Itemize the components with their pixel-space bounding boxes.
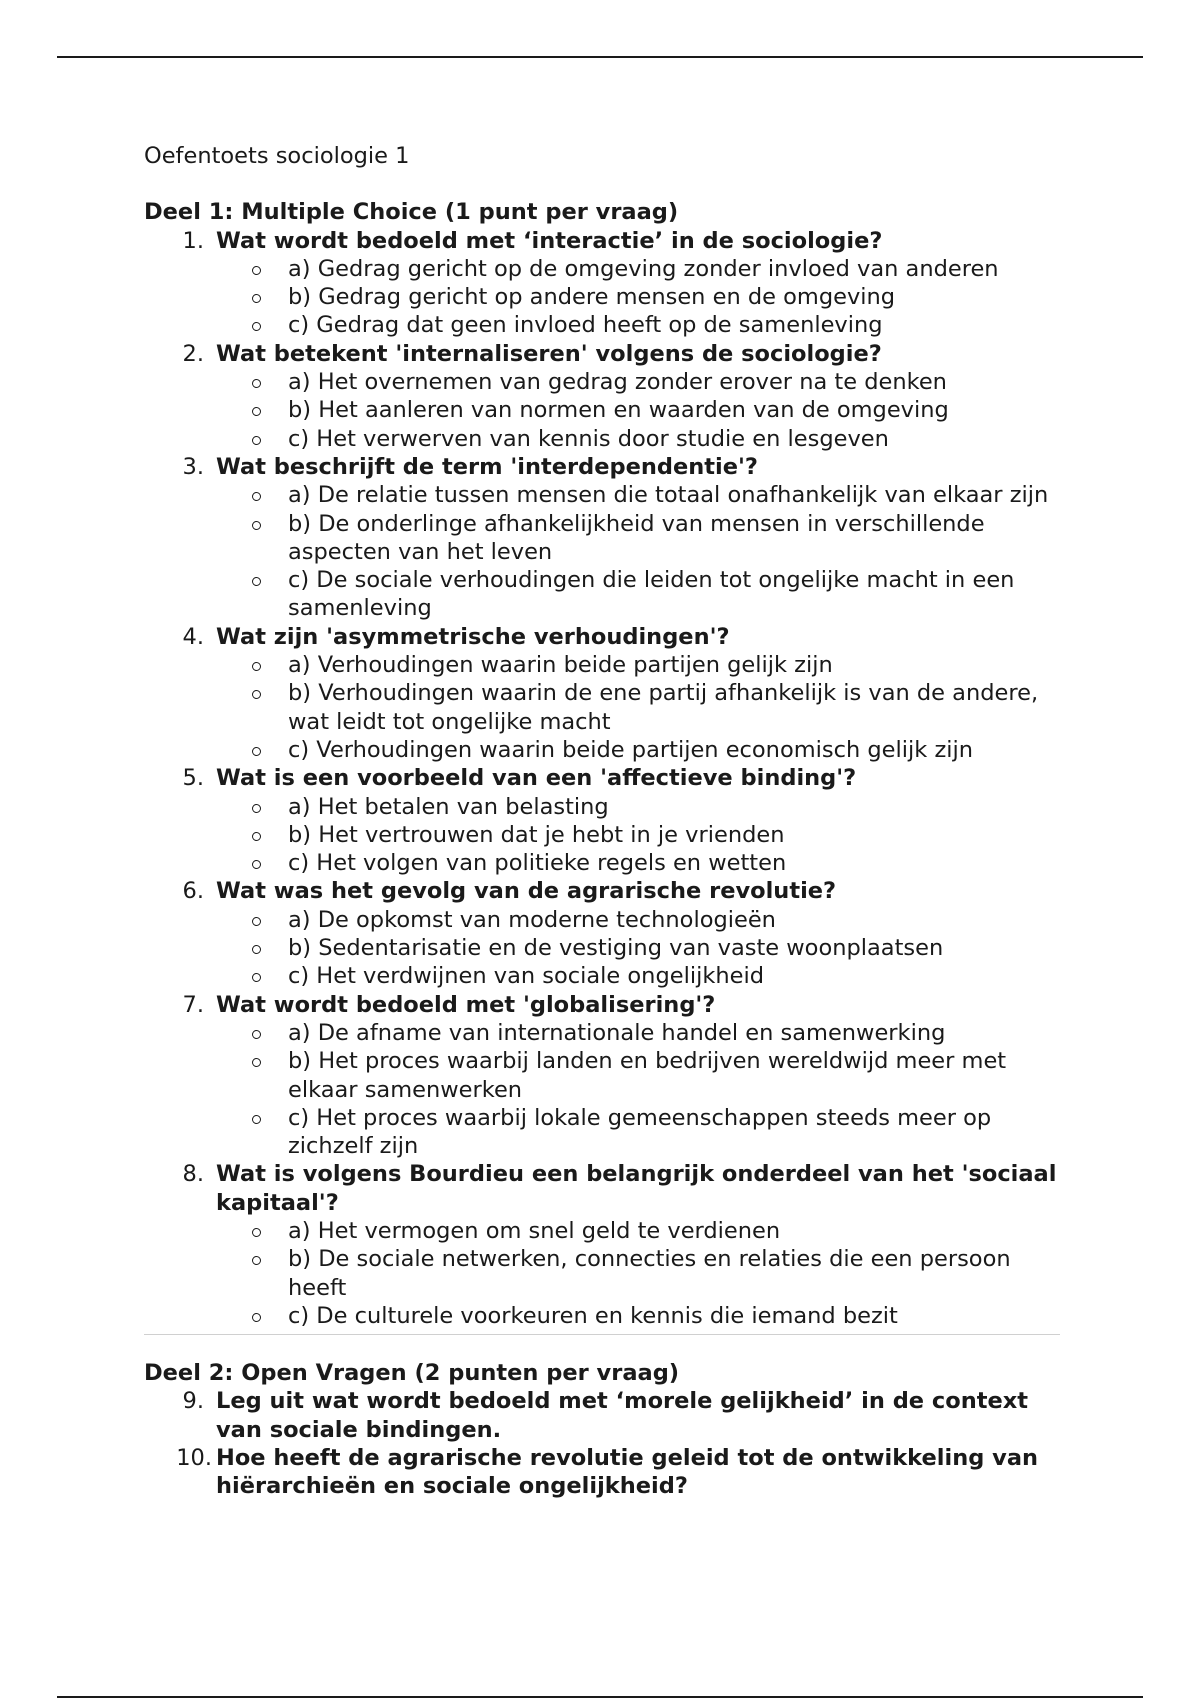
mc-question: [144, 1160, 1064, 1217]
answer-option-text: a) De opkomst van moderne technologieën: [288, 906, 776, 933]
circle-bullet-icon: [252, 1104, 288, 1161]
open-question: [144, 1444, 1064, 1501]
answer-option-text: c) Het verwerven van kennis door studie en lesgeven: [288, 425, 889, 452]
circle-bullet-icon: [252, 510, 288, 567]
answer-option: [144, 679, 1064, 736]
answer-option: [144, 1302, 1064, 1330]
answer-options: [144, 1019, 1064, 1160]
answer-option: [144, 425, 1064, 453]
section-divider: [144, 1334, 1060, 1335]
circle-bullet-icon: [252, 283, 288, 311]
mc-question: [144, 877, 1064, 905]
answer-option: [144, 1019, 1064, 1047]
answer-option-text: c) De culturele voorkeuren en kennis die iemand bezit: [288, 1302, 898, 1329]
circle-bullet-icon: [252, 679, 288, 736]
answer-option: [144, 255, 1064, 283]
answer-option: [144, 962, 1064, 990]
question-text: Hoe heeft de agrarische revolutie geleid tot de ontwikkeling van hiërarchieën en sociale ongelijkheid?: [216, 1445, 1039, 1500]
answer-option: [144, 849, 1064, 877]
answer-option-text: c) Gedrag dat geen invloed heeft op de samenleving: [288, 312, 883, 339]
circle-bullet-icon: [252, 651, 288, 679]
part1-heading: Deel 1: Multiple Choice (1 punt per vraag): [144, 199, 679, 226]
answer-option-text: a) Het vermogen om snel geld te verdienen: [288, 1217, 781, 1244]
answer-option: [144, 934, 1064, 962]
mc-question: [144, 453, 1064, 481]
answer-options: [144, 906, 1064, 991]
question-number: 9.: [182, 1388, 204, 1415]
question-text: Wat wordt bedoeld met ‘interactie’ in de sociologie?: [216, 227, 883, 254]
answer-option-text: b) Het aanleren van normen en waarden van de omgeving: [288, 397, 949, 424]
answer-option: [144, 368, 1064, 396]
answer-option-text: b) Het proces waarbij landen en bedrijven wereldwijd meer met elkaar samenwerken: [288, 1048, 1007, 1103]
answer-option: [144, 566, 1064, 623]
circle-bullet-icon: [252, 1302, 288, 1330]
circle-bullet-icon: [252, 311, 288, 339]
mc-question: [144, 227, 1064, 255]
answer-option-text: a) De afname van internationale handel en samenwerking: [288, 1019, 946, 1046]
question-number: 5.: [182, 765, 204, 792]
answer-options: [144, 651, 1064, 764]
question-text: Wat is een voorbeeld van een 'affectieve binding'?: [216, 765, 857, 792]
answer-option-text: b) Het vertrouwen dat je hebt in je vrienden: [288, 821, 785, 848]
circle-bullet-icon: [252, 368, 288, 396]
question-number: 6.: [182, 878, 204, 905]
circle-bullet-icon: [252, 821, 288, 849]
open-question: [144, 1387, 1064, 1444]
answer-option: [144, 1047, 1064, 1104]
question-number: 10.: [176, 1445, 212, 1472]
circle-bullet-icon: [252, 566, 288, 623]
answer-options: [144, 793, 1064, 878]
circle-bullet-icon: [252, 255, 288, 283]
answer-option-text: c) De sociale verhoudingen die leiden tot ongelijke macht in een samenleving: [288, 567, 1015, 622]
document-body: [144, 142, 1064, 1501]
answer-option-text: c) Verhoudingen waarin beide partijen economisch gelijk zijn: [288, 736, 974, 763]
answer-option: [144, 736, 1064, 764]
question-number: 2.: [182, 340, 204, 367]
circle-bullet-icon: [252, 481, 288, 509]
answer-option: [144, 510, 1064, 567]
answer-option-text: b) Sedentarisatie en de vestiging van vaste woonplaatsen: [288, 935, 944, 962]
circle-bullet-icon: [252, 962, 288, 990]
question-number: 4.: [182, 623, 204, 650]
header-rule: [57, 56, 1143, 58]
answer-option-text: a) Gedrag gericht op de omgeving zonder invloed van anderen: [288, 255, 999, 282]
question-text: Leg uit wat wordt bedoeld met ‘morele gelijkheid’ in de context van sociale bindingen.: [216, 1388, 1028, 1443]
answer-option: [144, 311, 1064, 339]
circle-bullet-icon: [252, 934, 288, 962]
circle-bullet-icon: [252, 906, 288, 934]
answer-option-text: b) De onderlinge afhankelijkheid van mensen in verschillende aspecten van het leven: [288, 510, 985, 565]
answer-option-text: a) Het overnemen van gedrag zonder erover na te denken: [288, 369, 947, 396]
answer-option-text: c) Het volgen van politieke regels en wetten: [288, 850, 787, 877]
answer-option: [144, 1245, 1064, 1302]
answer-option-text: c) Het proces waarbij lokale gemeenschappen steeds meer op zichzelf zijn: [288, 1104, 992, 1160]
mc-question: [144, 991, 1064, 1019]
answer-options: [144, 1217, 1064, 1330]
circle-bullet-icon: [252, 396, 288, 424]
circle-bullet-icon: [252, 736, 288, 764]
answer-options: [144, 368, 1064, 453]
answer-option: [144, 906, 1064, 934]
question-text: Wat wordt bedoeld met 'globalisering'?: [216, 991, 716, 1018]
answer-options: [144, 255, 1064, 340]
answer-option: [144, 396, 1064, 424]
answer-option: [144, 821, 1064, 849]
mc-question: [144, 764, 1064, 792]
mc-question: [144, 340, 1064, 368]
answer-option: [144, 481, 1064, 509]
answer-option-text: b) De sociale netwerken, connecties en relaties die een persoon heeft: [288, 1246, 1011, 1301]
circle-bullet-icon: [252, 1047, 288, 1104]
circle-bullet-icon: [252, 1217, 288, 1245]
multiple-choice-list: [144, 227, 1064, 1331]
circle-bullet-icon: [252, 793, 288, 821]
answer-option: [144, 793, 1064, 821]
document-title: Oefentoets sociologie 1: [144, 143, 410, 169]
answer-option-text: b) Verhoudingen waarin de ene partij afhankelijk is van de andere, wat leidt tot ongelijke macht: [288, 680, 1039, 735]
mc-question: [144, 623, 1064, 651]
footer-rule: [57, 1696, 1143, 1698]
question-text: Wat beschrijft de term 'interdependentie'?: [216, 453, 758, 480]
answer-option-text: b) Gedrag gericht op andere mensen en de omgeving: [288, 284, 896, 311]
answer-option-text: a) De relatie tussen mensen die totaal onafhankelijk van elkaar zijn: [288, 482, 1049, 509]
question-number: 1.: [182, 227, 204, 254]
answer-option-text: a) Het betalen van belasting: [288, 793, 609, 820]
answer-option: [144, 651, 1064, 679]
circle-bullet-icon: [252, 1245, 288, 1302]
circle-bullet-icon: [252, 1019, 288, 1047]
circle-bullet-icon: [252, 849, 288, 877]
question-number: 3.: [182, 453, 204, 480]
answer-options: [144, 481, 1064, 622]
answer-option: [144, 1217, 1064, 1245]
answer-option: [144, 283, 1064, 311]
answer-option: [144, 1104, 1064, 1161]
part2-heading: Deel 2: Open Vragen (2 punten per vraag): [144, 1360, 680, 1387]
circle-bullet-icon: [252, 425, 288, 453]
open-questions-list: [144, 1387, 1064, 1500]
question-number: 7.: [182, 991, 204, 1018]
answer-option-text: a) Verhoudingen waarin beide partijen gelijk zijn: [288, 652, 833, 679]
answer-option-text: c) Het verdwijnen van sociale ongelijkheid: [288, 963, 764, 990]
question-text: Wat was het gevolg van de agrarische revolutie?: [216, 878, 837, 905]
question-text: Wat betekent 'internaliseren' volgens de sociologie?: [216, 340, 882, 367]
question-text: Wat zijn 'asymmetrische verhoudingen'?: [216, 623, 730, 650]
question-number: 8.: [182, 1161, 204, 1188]
question-text: Wat is volgens Bourdieu een belangrijk onderdeel van het 'sociaal kapitaal'?: [216, 1161, 1057, 1216]
